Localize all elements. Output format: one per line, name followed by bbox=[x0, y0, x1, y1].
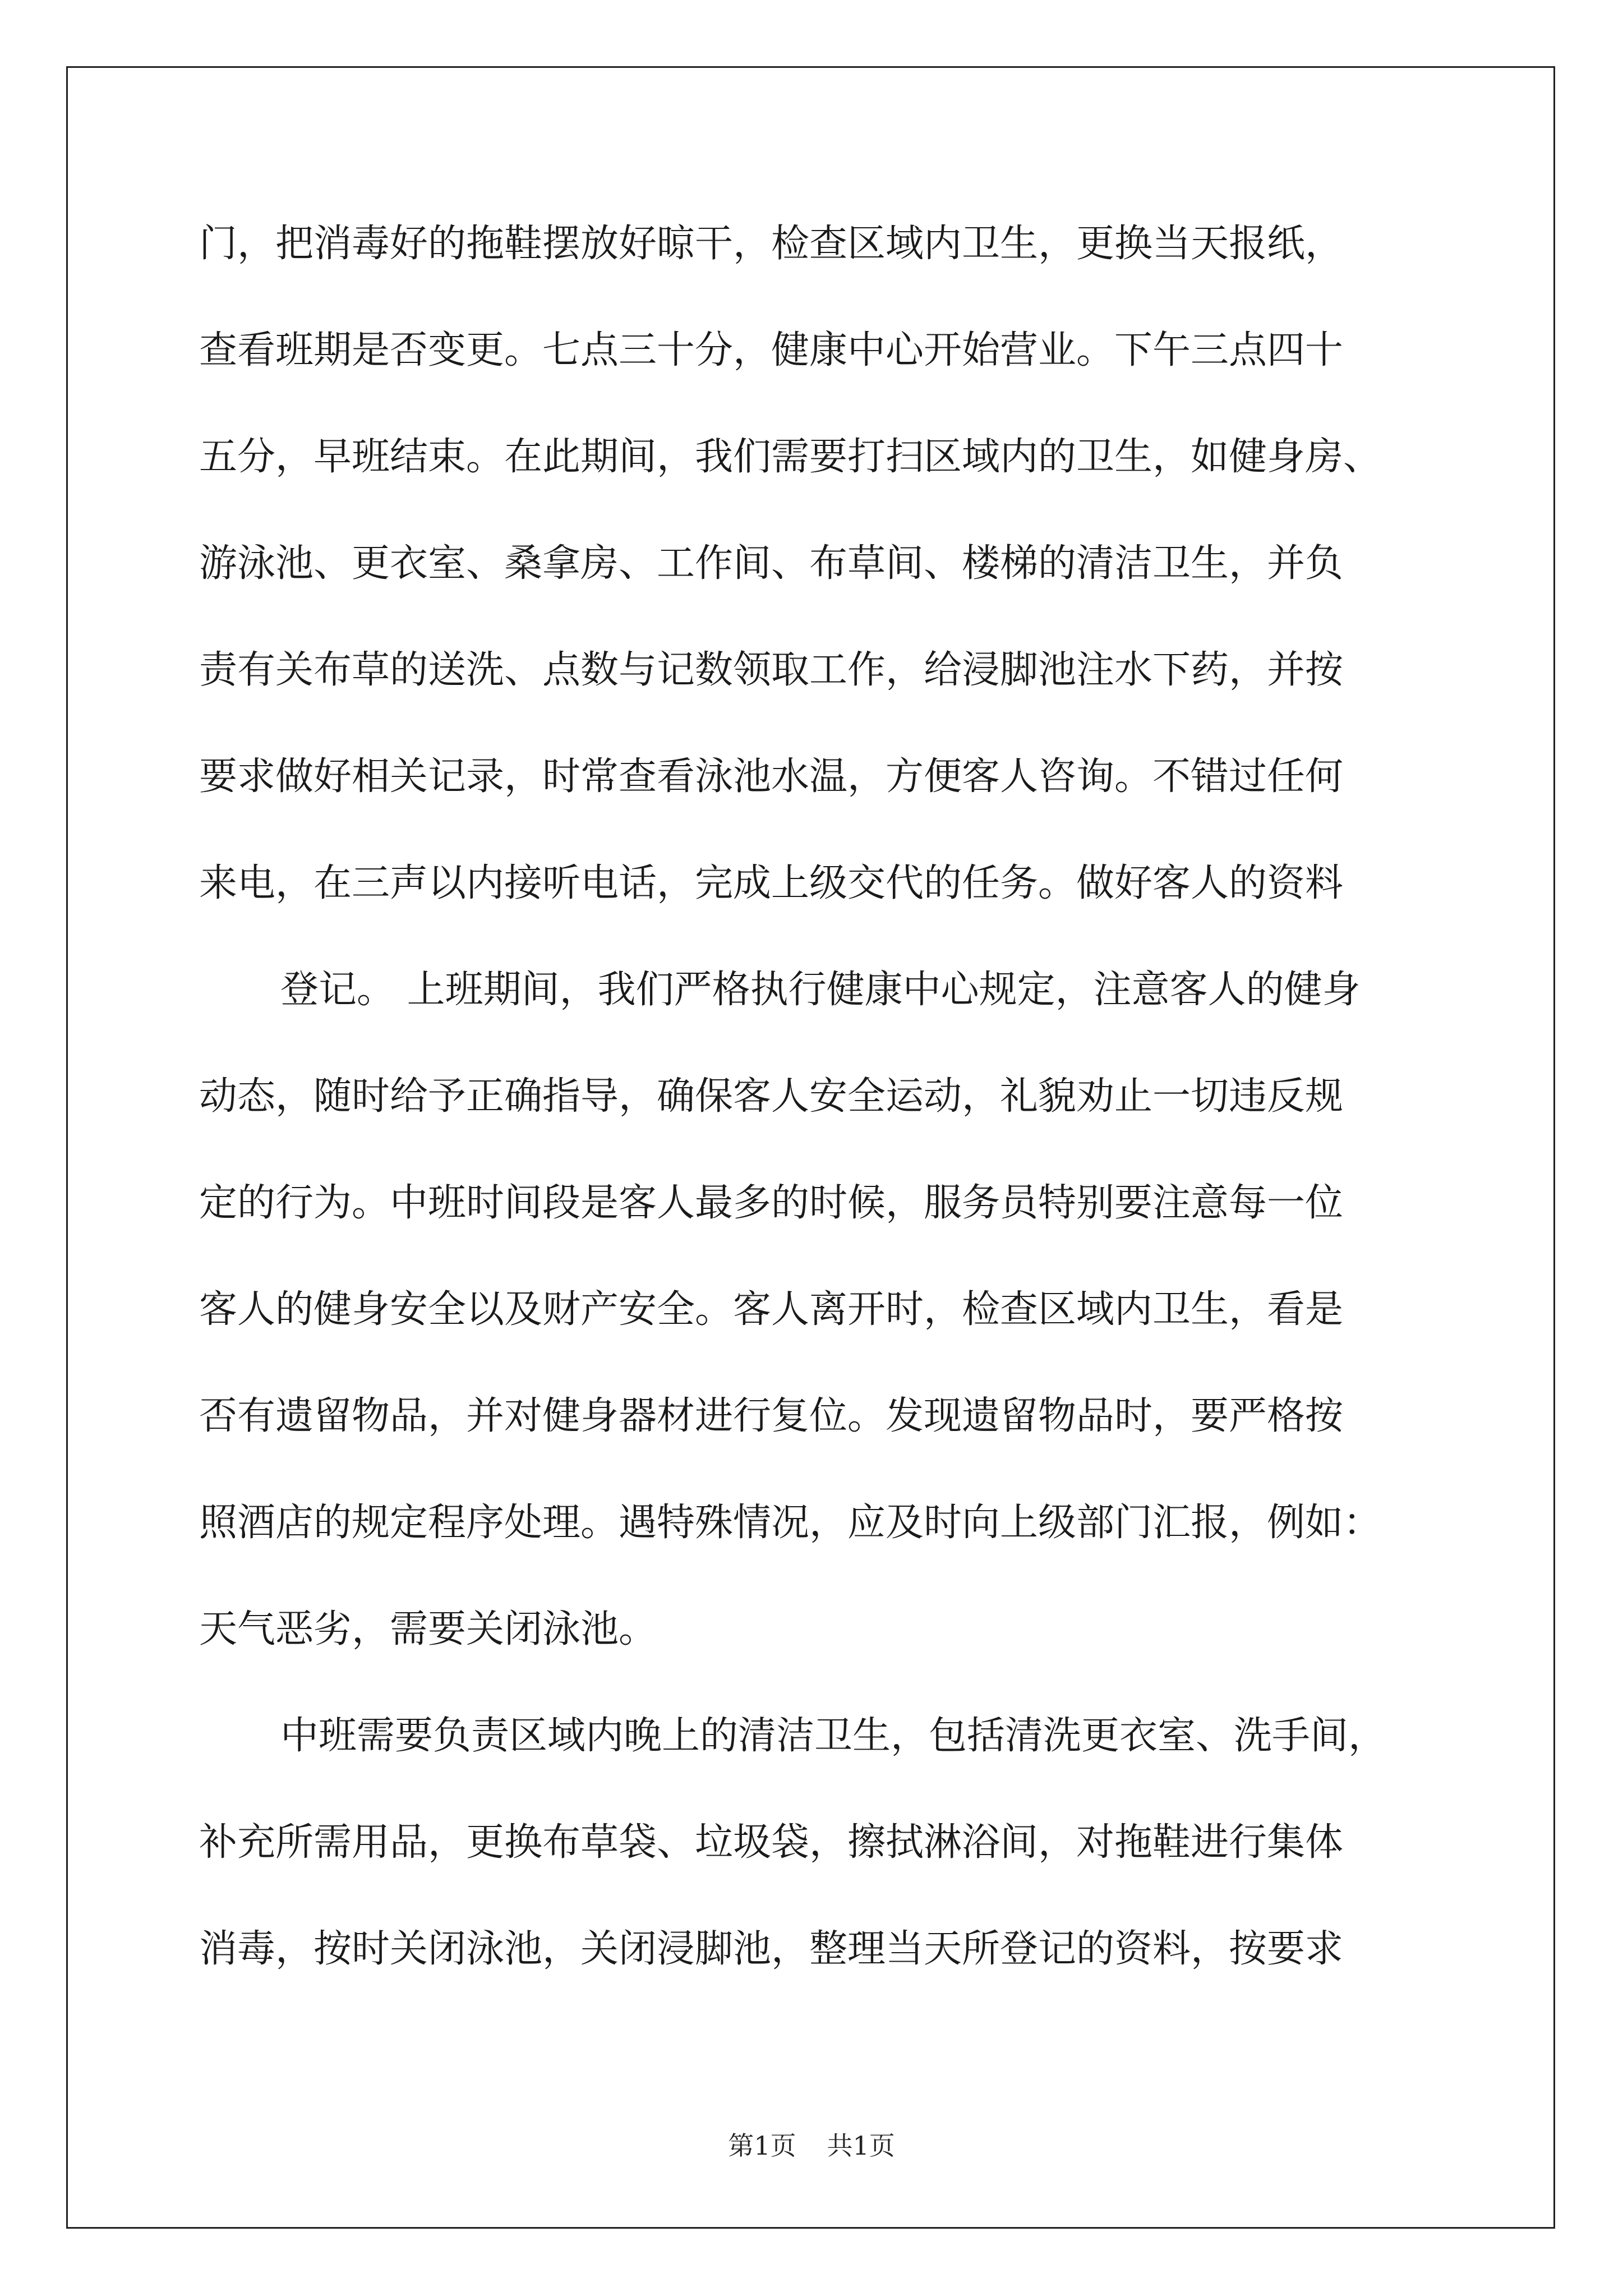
text-line: 来电，在三声以内接听电话，完成上级交代的任务。做好客人的资料 bbox=[199, 861, 1344, 905]
text-line: 天气恶劣，需要关闭泳池。 bbox=[199, 1607, 657, 1651]
document-body bbox=[199, 191, 1433, 2003]
text-line: 照酒店的规定程序处理。遇特殊情况，应及时向上级部门汇报，例如： bbox=[199, 1501, 1382, 1545]
text-line: 否有遗留物品，并对健身器材进行复位。发现遗留物品时，要严格按 bbox=[199, 1394, 1344, 1438]
page-number: 第1页 bbox=[728, 2131, 796, 2161]
text-line: 中班需要负责区域内晚上的清洁卫生，包括清洗更衣室、洗手间， bbox=[280, 1714, 1387, 1758]
text-line: 要求做好相关记录，时常查看泳池水温，方便客人咨询。不错过任何 bbox=[199, 754, 1344, 799]
text-line: 门，把消毒好的拖鞋摆放好晾干，检查区域内卫生，更换当天报纸， bbox=[199, 222, 1344, 266]
text-line: 客人的健身安全以及财产安全。客人离开时，检查区域内卫生，看是 bbox=[199, 1287, 1344, 1332]
text-line: 登记。 上班期间，我们严格执行健康中心规定，注意客人的健身 bbox=[280, 968, 1361, 1012]
text-line: 责有关布草的送洗、点数与记数领取工作，给浸脚池注水下药，并按 bbox=[199, 648, 1344, 692]
page-total: 共1页 bbox=[827, 2131, 895, 2161]
text-line: 查看班期是否变更。七点三十分，健康中心开始营业。下午三点四十 bbox=[199, 328, 1344, 372]
text-line: 游泳池、更衣室、桑拿房、工作间、布草间、楼梯的清洁卫生，并负 bbox=[199, 541, 1344, 586]
text-line: 补充所需用品，更换布草袋、垃圾袋，擦拭淋浴间，对拖鞋进行集体 bbox=[199, 1820, 1344, 1865]
page-footer bbox=[0, 2129, 1623, 2162]
text-line: 动态，随时给予正确指导，确保客人安全运动，礼貌劝止一切违反规 bbox=[199, 1074, 1344, 1119]
text-line: 消毒，按时关闭泳池，关闭浸脚池，整理当天所登记的资料，按要求 bbox=[199, 1927, 1344, 1971]
text-line: 五分，早班结束。在此期间，我们需要打扫区域内的卫生，如健身房、 bbox=[199, 435, 1382, 479]
text-line: 定的行为。中班时间段是客人最多的时候，服务员特别要注意每一位 bbox=[199, 1181, 1344, 1225]
